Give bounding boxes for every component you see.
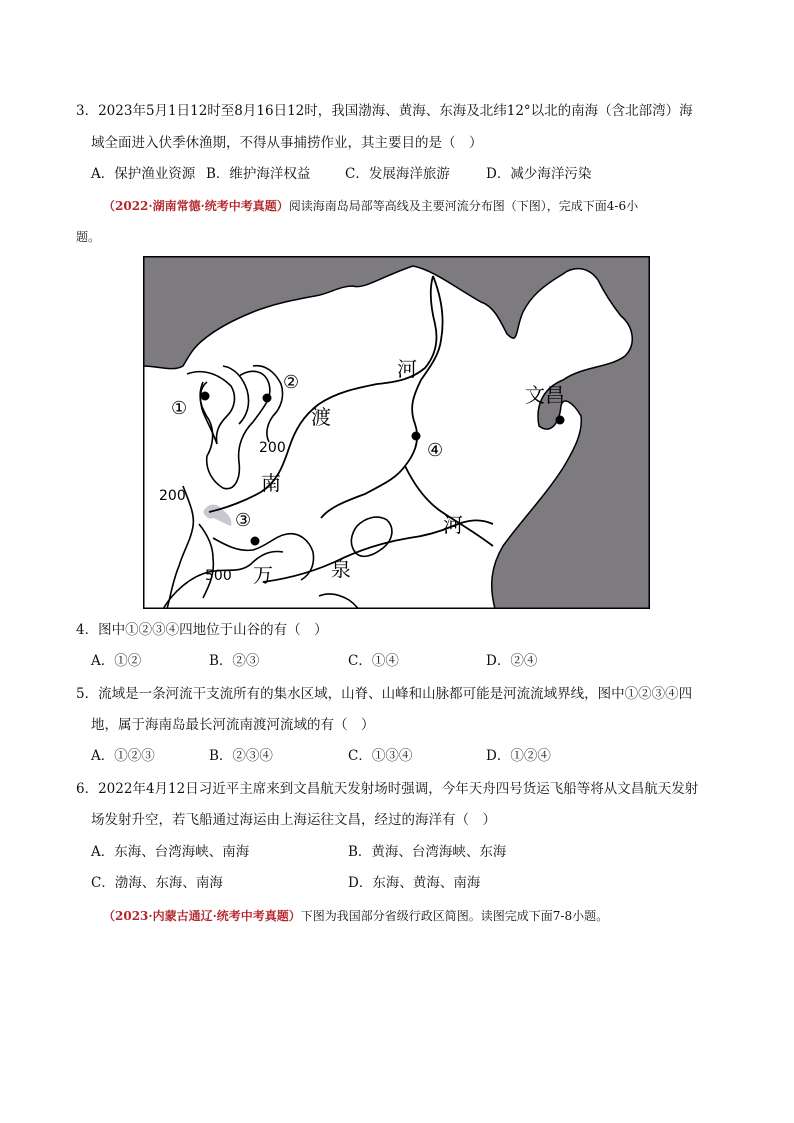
- q3-option-c[interactable]: C．发展海洋旅游: [345, 166, 450, 182]
- q6-stem-line1: 6．2022年4月12日习近平主席来到文昌航天发射场时强调，今年天舟四号货运飞船等将从文昌航天发射: [76, 781, 699, 797]
- q3-stem-line2: 域全面进入伏季休渔期，不得从事捕捞作业，其主要目的是（ ）: [91, 135, 483, 151]
- q6-option-b[interactable]: B．黄海、台湾海峡、东海: [348, 844, 507, 860]
- q3-option-a[interactable]: A．保护渔业资源: [91, 166, 196, 182]
- point-3-dot: [251, 537, 260, 546]
- point-1-dot: [201, 392, 210, 401]
- section-source-2: （2023·内蒙古通辽·统考中考真题）: [103, 909, 301, 923]
- q4-option-a[interactable]: A．①②: [91, 653, 142, 669]
- q3-option-b[interactable]: B．维护海洋权益: [206, 166, 311, 182]
- q5-option-a[interactable]: A．①②③: [91, 748, 155, 764]
- section-header-1: [103, 198, 638, 214]
- section-header-2: [103, 908, 608, 924]
- hainan-contour-map: [143, 256, 650, 609]
- point-2-label: ②: [283, 372, 300, 393]
- section-text-2: 下图为我国部分省级行政区简图。读图完成下面7-8小题。: [300, 909, 609, 923]
- q4-option-d[interactable]: D．②④: [486, 653, 538, 669]
- river-char-quan: 泉: [331, 557, 351, 581]
- contour-label-500: 500: [205, 568, 232, 584]
- q5-option-b[interactable]: B．②③④: [209, 748, 273, 764]
- river-char-du: 渡: [311, 405, 331, 429]
- q3-stem-line1: 3．2023年5月1日12时至8月16日12时，我国渤海、黄海、东海及北纬12°以北的南海（含北部湾）海: [76, 103, 693, 119]
- q6-option-d[interactable]: D．东海、黄海、南海: [348, 875, 481, 891]
- section-text-1: 阅读海南岛局部等高线及主要河流分布图（下图），完成下面4-6小: [288, 199, 639, 213]
- q4-stem: 4．图中①②③④四地位于山谷的有（ ）: [76, 622, 328, 638]
- q5-option-c[interactable]: C．①③④: [348, 748, 413, 764]
- q4-option-c[interactable]: C．①④: [348, 653, 399, 669]
- q5-stem-line2: 地，属于海南岛最长河流南渡河流域的有（ ）: [91, 717, 375, 733]
- section-text-1-cont: 题。: [76, 230, 101, 244]
- contour-label-200b: 200: [159, 488, 186, 504]
- q6-option-a[interactable]: A．东海、台湾海峡、南海: [91, 844, 250, 860]
- point-3-label: ③: [235, 510, 252, 531]
- q3-option-d[interactable]: D．减少海洋污染: [486, 166, 592, 182]
- q6-option-c[interactable]: C．渤海、东海、南海: [91, 875, 223, 891]
- city-label-wenchang: 文昌: [525, 383, 565, 407]
- contour-label-200a: 200: [259, 440, 286, 456]
- river-char-he-top: 河: [397, 357, 417, 381]
- section-source-1: （2022·湖南常德·统考中考真题）: [103, 199, 289, 213]
- q6-stem-line2: 场发射升空，若飞船通过海运由上海运往文昌，经过的海洋有（ ）: [91, 812, 496, 828]
- q5-stem-line1: 5．流域是一条河流干支流所有的集水区域，山脊、山峰和山脉都可能是河流流域界线，图中①②③④四: [76, 686, 693, 702]
- river-char-nan: 南: [261, 471, 281, 495]
- q5-option-d[interactable]: D．①②④: [486, 748, 551, 764]
- wenchang-dot: [556, 416, 565, 425]
- point-1-label: ①: [171, 398, 188, 419]
- river-char-wan: 万: [253, 563, 273, 587]
- point-2-dot: [263, 394, 272, 403]
- point-4-label: ④: [427, 440, 444, 461]
- point-4-dot: [412, 432, 421, 441]
- q4-option-b[interactable]: B．②③: [209, 653, 260, 669]
- river-char-he-bottom: 河: [443, 513, 463, 537]
